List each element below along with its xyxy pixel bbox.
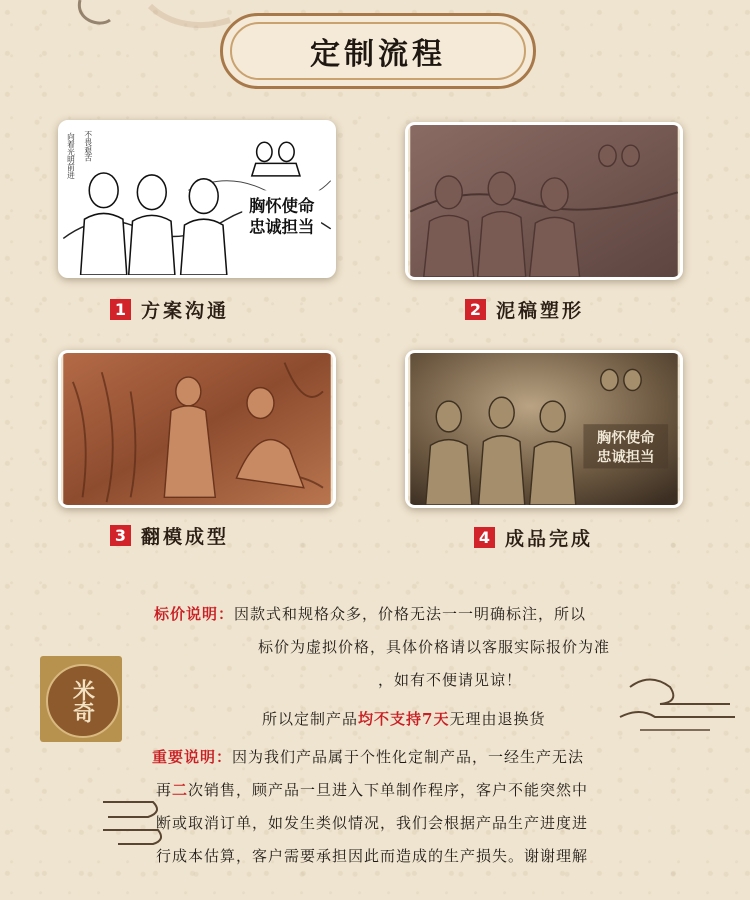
important-text-4: 行成本估算，客户需要承担因此而造成的生产损失。谢谢理解 [156,847,589,865]
step-3-label [110,522,229,549]
important-line-2 [156,774,716,807]
pricing-line-1 [154,598,684,631]
important-line-1 [152,741,712,774]
step-3-image-mould [58,350,336,508]
sketch-side-text-1: 向着光明前进 [66,132,76,179]
copper-mould-relief [61,353,333,505]
step-2-label [465,296,584,323]
step-1-image-sketch [58,120,336,278]
step-2-number: 2 [465,299,486,320]
sketch-headline-2: 忠诚担当 [248,217,315,237]
important-text-3: 断或取消订单，如发生类似情况，我们会根据产品生产进度进 [156,814,589,832]
step-4-text: 成品完成 [505,528,594,550]
refund-highlight: 均不支持7天 [358,710,450,728]
pricing-text-3: ，如有不便请见谅！ [378,671,523,689]
bronze-finished-relief [408,353,680,505]
step-4-number: 4 [474,527,495,548]
step-2-text: 泥稿塑形 [496,300,585,322]
important-label: 重要说明： [152,748,233,766]
step-1-number: 1 [110,299,131,320]
clay-relief [408,125,680,277]
final-headline-2: 忠诚担当 [596,449,655,466]
step-3-text: 翻模成型 [141,526,230,548]
ink-brush-decoration [40,0,240,60]
pricing-label: 标价说明： [154,605,235,623]
pricing-text-2: 标价为虚拟价格，具体价格请以客服实际报价为准 [258,638,611,656]
step-4-label [474,524,593,551]
sketch-headline-1: 胸怀使命 [248,196,315,216]
important-text-2-post: 次销售，顾产品一旦进入下单制作程序，客户不能突然中 [188,781,589,799]
step-3-number: 3 [110,525,131,546]
seal-text: 米奇 [69,679,96,723]
refund-text-before: 所以定制产品 [262,710,359,728]
pricing-text-1: 因款式和规格众多，价格无法一一明确标注，所以 [234,605,587,623]
seal-stamp [46,664,120,738]
sketch-side-text-2: 不畏艰苦 [83,130,93,162]
step-2-image-clay [405,122,683,280]
refund-policy [262,703,682,736]
sketch-drawing [61,123,333,275]
final-headline-1: 胸怀使命 [596,430,655,447]
important-text-2-pre: 再 [156,781,173,799]
page-title: 定制流程 [310,37,446,72]
important-text-2-highlight: 二 [172,781,189,799]
step-1-text: 方案沟通 [141,300,230,322]
step-4-image-finished [405,350,683,508]
step-1-label [110,296,229,323]
refund-text-after: 无理由退换货 [449,710,546,728]
important-text-1: 因为我们产品属于个性化定制产品，一经生产无法 [232,748,585,766]
